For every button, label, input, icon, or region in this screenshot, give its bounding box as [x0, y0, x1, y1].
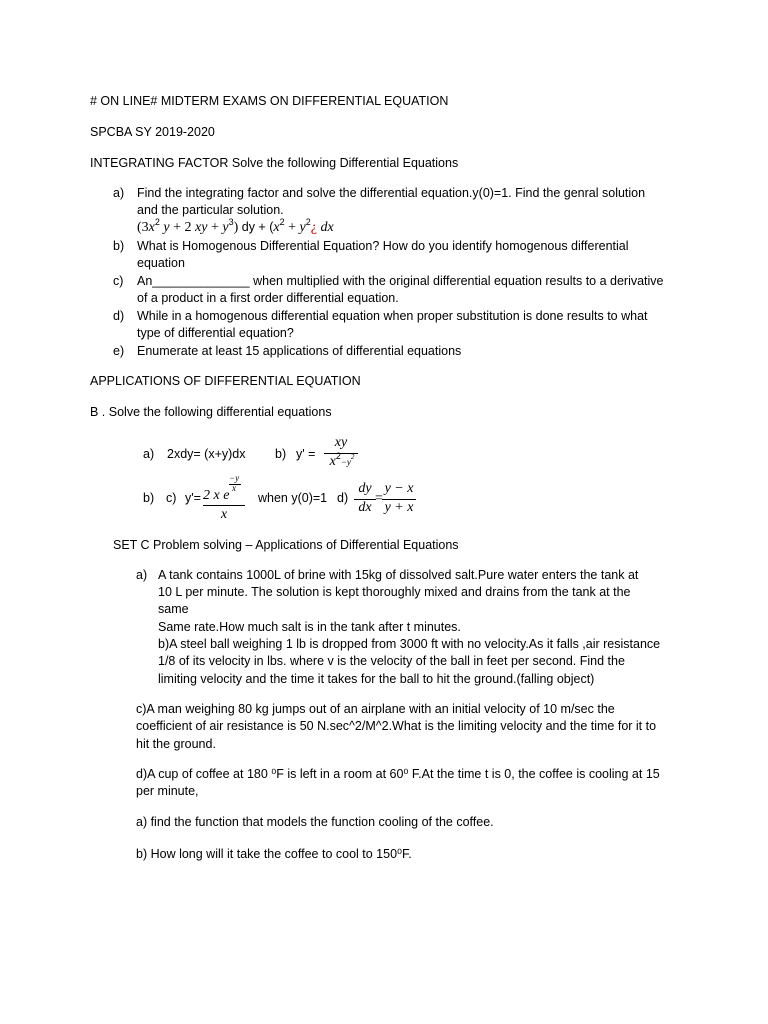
item-b-label: b)	[113, 239, 125, 253]
stray-mark: ¿	[310, 220, 317, 235]
c-item-a-label: a)	[136, 568, 148, 582]
b-row1-b-label: b)	[275, 447, 287, 461]
section-c-heading: SET C Problem solving – Applications of Differential Equations	[113, 538, 459, 552]
b-row1-b-denominator: $x^2-y^2$	[329, 450, 355, 469]
b-row2-c-label: c)	[166, 491, 177, 505]
b-row2-b-label: b)	[143, 491, 155, 505]
b-row2-d-rhs-denominator: y + x	[384, 500, 414, 515]
item-e-line-1: Enumerate at least 15 applications of differential equations	[137, 344, 462, 358]
item-a-line-2: and the particular solution.	[137, 203, 284, 217]
b-row2-d-lhs-numerator: dy	[358, 481, 372, 496]
item-d-line-1: While in a homogenous differential equation when proper substitution is done results to what	[137, 309, 648, 323]
item-a-label: a)	[113, 186, 125, 200]
b-row2-c-exp-denominator: x	[232, 483, 236, 493]
b-row2-d-label: d)	[337, 491, 349, 505]
item-d-label: d)	[113, 309, 125, 323]
item-c-line-2: of a product in a first order differential equation.	[137, 291, 399, 305]
b-row1-a-equation: 2xdy= (x+y)dx	[167, 447, 246, 461]
c-item-a-line-7: limiting velocity and the time it takes for the ball to hit the ground.(falling object)	[158, 672, 595, 686]
c-item-c-line-3: hit the ground.	[136, 737, 216, 751]
c-item-a-line-1: A tank contains 1000L of brine with 15kg of dissolved salt.Pure water enters the tank at	[158, 568, 639, 582]
section-b-subheading: B . Solve the following differential equations	[90, 405, 332, 419]
b-row2-c-lhs: y'=	[185, 491, 201, 505]
item-a-equation: ($3x^2$ y + 2 xy + $y^3$) dy + ($x^2$ + $y^2¿$ dx	[137, 216, 334, 235]
school-year: SPCBA SY 2019-2020	[90, 125, 215, 139]
c-item-d-line-1: d)A cup of coffee at 180 ⁰F is left in a room at 60⁰ F.At the time t is 0, the coffee is cooling at 15	[136, 767, 660, 781]
b-row1-a-label: a)	[143, 447, 155, 461]
item-a-line-1: Find the integrating factor and solve the differential equation.y(0)=1. Find the genral solution	[137, 186, 646, 200]
b-row2-c-numerator: 2 x e	[203, 488, 230, 503]
c-item-a-line-3: same	[158, 602, 189, 616]
c-item-d-part-b: b) How long will it take the coffee to cool to 150⁰F.	[136, 847, 412, 861]
item-b-line-1: What is Homogenous Differential Equation? How do you identify homogenous differential	[137, 239, 629, 253]
c-item-a-line-4: Same rate.How much salt is in the tank after t minutes.	[158, 620, 461, 634]
item-d-line-2: type of differential equation?	[137, 326, 294, 340]
document-title: # ON LINE# MIDTERM EXAMS ON DIFFERENTIAL EQUATION	[90, 94, 449, 108]
b-row1-b-lhs: y' =	[296, 447, 316, 461]
c-item-c-line-1: c)A man weighing 80 kg jumps out of an airplane with an initial velocity of 10 m/sec the	[136, 702, 615, 716]
b-row1-b-numerator: xy	[334, 435, 348, 450]
b-row2-d-equals: =	[375, 491, 383, 506]
c-item-a-line-5: b)A steel ball weighing 1 lb is dropped from 3000 ft with no velocity.As it falls ,air resistance	[158, 637, 661, 651]
c-item-c-line-2: coefficient of air resistance is 50 N.sec^2/M^2.What is the limiting velocity and the time for it to	[136, 719, 657, 733]
section-b-heading: APPLICATIONS OF DIFFERENTIAL EQUATION	[90, 374, 361, 388]
b-row2-c-denominator: x	[220, 507, 228, 522]
section-a-heading: INTEGRATING FACTOR Solve the following Differential Equations	[90, 156, 459, 170]
item-b-line-2: equation	[137, 256, 185, 270]
c-item-a-line-6: 1/8 of its velocity in lbs. where v is the velocity of the ball in feet per second. Find the	[158, 654, 625, 668]
item-c-label: c)	[113, 274, 124, 288]
b-row2-condition: when y(0)=1	[258, 491, 328, 505]
c-item-d-line-2: per minute,	[136, 784, 199, 798]
c-item-a-line-2: 10 L per minute. The solution is kept thoroughly mixed and drains from the tank at the	[158, 585, 631, 599]
item-e-label: e)	[113, 344, 125, 358]
c-item-d-part-a: a) find the function that models the function cooling of the coffee.	[136, 815, 494, 829]
b-row2-d-lhs-denominator: dx	[358, 500, 372, 515]
item-c-line-1: An______________ when multiplied with the original differential equation results to a derivative	[137, 274, 664, 288]
b-row2-c-exp-numerator: −y	[229, 473, 240, 483]
b-row2-d-rhs-numerator: y − x	[384, 481, 414, 496]
